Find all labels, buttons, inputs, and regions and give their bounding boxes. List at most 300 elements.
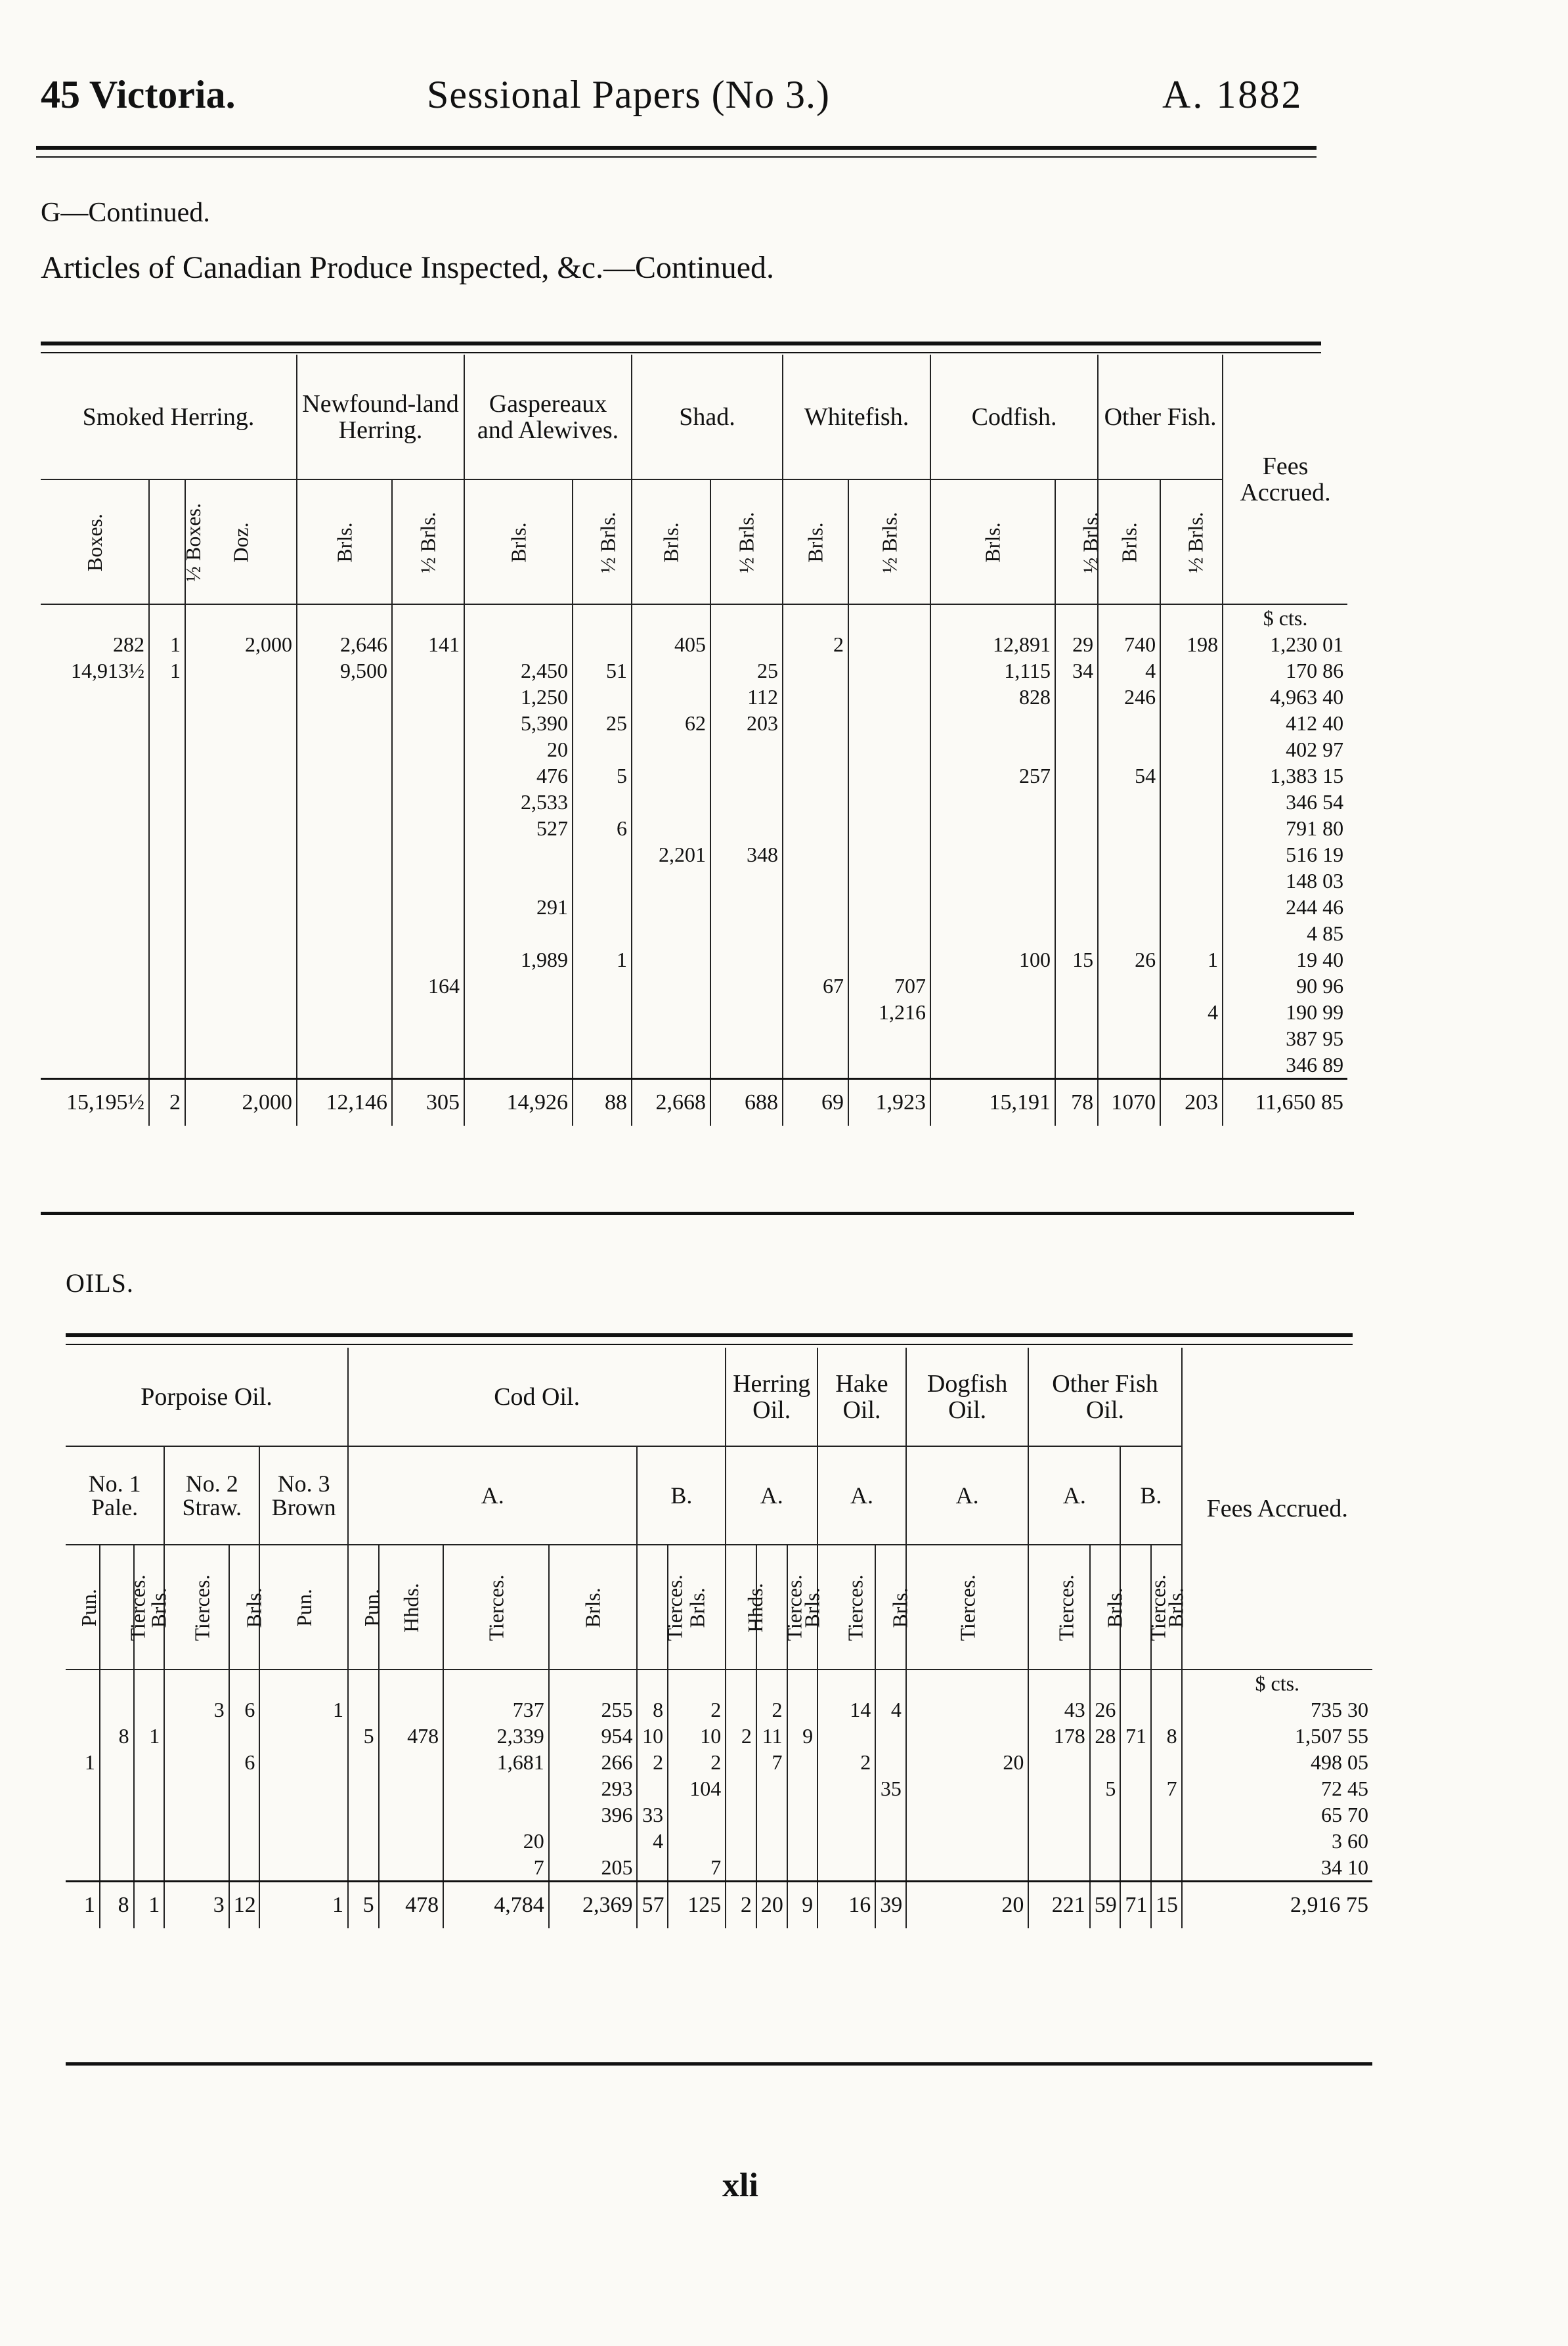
table-cell: 43 [1028, 1696, 1089, 1723]
table-cell [1098, 736, 1160, 763]
table-cell [149, 841, 185, 868]
table-cell: 51 [573, 657, 632, 684]
fish-unit-4 [392, 479, 464, 604]
table-cell: 2 [668, 1696, 726, 1723]
table-cell: 28 [1090, 1723, 1121, 1749]
table-cell [41, 736, 149, 763]
total-cell: 20 [756, 1882, 787, 1929]
totals-row [41, 1079, 1347, 1126]
table-cell [66, 1828, 100, 1854]
table-cell [1160, 657, 1223, 684]
table-cell [549, 1828, 638, 1854]
table-cell [632, 868, 710, 894]
table-cell: 71 [1120, 1723, 1151, 1749]
oils-units-row [66, 1545, 1372, 1670]
table-cell: 20 [464, 736, 573, 763]
table-cell: 12,891 [930, 631, 1055, 657]
oils-unit-label: Brls. [685, 1587, 709, 1628]
table-cell [710, 920, 783, 946]
table-cell [1151, 1749, 1182, 1775]
table-cell [668, 1828, 726, 1854]
table-cell [41, 920, 149, 946]
table-cell [632, 1051, 710, 1079]
oils-unit-7 [379, 1545, 443, 1670]
table-cell: 178 [1028, 1723, 1089, 1749]
fish-unit-3 [297, 479, 392, 604]
table-cell: 387 95 [1223, 1025, 1347, 1051]
table-cell [710, 868, 783, 894]
table-cell [185, 1051, 297, 1079]
table-cell [783, 894, 848, 920]
oils-unit-label: Pun. [359, 1588, 383, 1627]
table-cell: 72 45 [1182, 1775, 1372, 1802]
table-cell: 8 [637, 1696, 668, 1723]
table-cell [783, 763, 848, 789]
group-fees-accrued: Fees Accrued. [1223, 355, 1347, 604]
total-cell: 2,916 75 [1182, 1882, 1372, 1929]
table-cell: 282 [113, 632, 144, 656]
table-cell [1055, 920, 1098, 946]
table-cell [1055, 684, 1098, 710]
table-cell [392, 841, 464, 868]
group-cod-oil: Cod Oil. [348, 1348, 726, 1446]
table-cell: 4 [1160, 999, 1223, 1025]
table-cell [185, 868, 297, 894]
oils-unit-4 [229, 1545, 266, 1670]
table-cell [756, 1775, 787, 1802]
table-row [66, 1749, 1372, 1775]
table-cell [41, 841, 149, 868]
table-cell: 34 [1055, 657, 1098, 684]
table-cell: 735 30 [1182, 1696, 1372, 1723]
table-cell [632, 946, 710, 973]
table-row [66, 1696, 1372, 1723]
sub-hake-a: A. [817, 1446, 906, 1545]
fish-unit-10 [848, 479, 930, 604]
table-cell: 244 46 [1223, 894, 1347, 920]
total-cell: 2,369 [549, 1882, 638, 1929]
table-cell [783, 868, 848, 894]
table-cell [297, 999, 392, 1025]
table-cell: 4 [637, 1828, 668, 1854]
table-cell [297, 920, 392, 946]
table-cell [1098, 868, 1160, 894]
table-cell [185, 684, 297, 710]
oils-unit-6 [348, 1545, 383, 1670]
table-cell [149, 894, 185, 920]
table-cell [930, 710, 1055, 736]
table-cell [1160, 894, 1223, 920]
fish-body [41, 604, 1347, 1126]
header-rule-thin [36, 156, 1317, 158]
table-cell [848, 841, 930, 868]
oils-unit-label: Brls. [581, 1587, 605, 1628]
table-cell [1120, 1802, 1151, 1828]
table-cell [848, 1051, 930, 1079]
table-cell: 10 [668, 1723, 726, 1749]
table-row [41, 1051, 1347, 1079]
table-cell: 2,646 [297, 631, 392, 657]
fish-units-row [41, 479, 1347, 604]
table-cell [726, 1828, 756, 1854]
table-cell [392, 657, 464, 684]
table-cell [1028, 1854, 1089, 1882]
table-cell [848, 1025, 930, 1051]
table-row [41, 631, 1347, 657]
table-cell: 255 [549, 1696, 638, 1723]
table-cell [783, 1051, 848, 1079]
table-row [41, 946, 1347, 973]
table-cell [1098, 841, 1160, 868]
table-cell [1120, 1749, 1151, 1775]
oils-currency-label: $ cts. [1182, 1670, 1372, 1696]
table-cell [848, 894, 930, 920]
table-cell [726, 1802, 756, 1828]
table-cell [297, 710, 392, 736]
fish-unit-label: ½ Brls. [596, 511, 620, 573]
table-cell [297, 736, 392, 763]
total-cell: 16 [817, 1882, 875, 1929]
table-cell [875, 1749, 906, 1775]
total-cell: 15 [1151, 1882, 1182, 1929]
table-cell: 2,533 [464, 789, 573, 815]
fish-unit-label: ½ Brls. [877, 511, 902, 573]
sub-no1-pale: No. 1 Pale. [66, 1446, 164, 1545]
fish-unit-0 [41, 479, 149, 604]
table-cell: 6 [573, 815, 632, 841]
table-cell [632, 1025, 710, 1051]
table-cell: 8 [100, 1723, 134, 1749]
table-cell: 65 70 [1182, 1802, 1372, 1828]
table-cell: 1 [573, 946, 632, 973]
oils-unit-16 [875, 1545, 912, 1670]
table-cell [632, 684, 710, 710]
table-cell [906, 1854, 1029, 1882]
table-cell [906, 1696, 1029, 1723]
group-whitefish: Whitefish. [783, 355, 930, 479]
header-rule-thick [36, 146, 1317, 150]
table-cell [875, 1854, 906, 1882]
oils-table-bottom-rule [66, 2062, 1372, 2066]
table-cell [149, 710, 185, 736]
table-row [41, 657, 1347, 684]
total-cell: 203 [1160, 1079, 1223, 1126]
table-cell [392, 1051, 464, 1079]
table-cell [149, 999, 185, 1025]
table-cell [464, 631, 573, 657]
fish-table [41, 355, 1347, 1126]
oils-unit-10 [637, 1545, 687, 1670]
table-cell: 527 [464, 815, 573, 841]
table-cell [464, 868, 573, 894]
oils-unit-label: Tierces. [1054, 1574, 1078, 1641]
table-cell: 1,507 55 [1182, 1723, 1372, 1749]
sub-cod-b: B. [637, 1446, 726, 1545]
table-cell: 346 54 [1223, 789, 1347, 815]
table-cell [464, 920, 573, 946]
table-cell: 2,000 [185, 631, 297, 657]
sub-herring-a: A. [726, 1446, 817, 1545]
table-cell [848, 946, 930, 973]
table-cell: 7 [668, 1854, 726, 1882]
table-cell [1055, 894, 1098, 920]
table-cell [1098, 789, 1160, 815]
table-cell [573, 789, 632, 815]
fish-unit-6 [573, 479, 632, 604]
table-row [66, 1828, 1372, 1854]
table-cell: 10 [637, 1723, 668, 1749]
table-cell [392, 763, 464, 789]
header-right: A. 1882 [1162, 73, 1303, 116]
continued-label: G—Continued. [41, 198, 210, 228]
table-cell [756, 1828, 787, 1854]
oils-unit-18 [1028, 1545, 1089, 1670]
table-cell [149, 973, 185, 999]
table-cell [134, 1775, 165, 1802]
table-cell [1160, 684, 1223, 710]
group-porpoise-oil: Porpoise Oil. [66, 1348, 348, 1446]
table-cell: 1,230 01 [1223, 631, 1347, 657]
table-cell [100, 1775, 134, 1802]
table-cell: 1,681 [443, 1749, 549, 1775]
table-row [41, 789, 1347, 815]
fish-unit-label: ½ Brls. [416, 511, 440, 573]
table-row [66, 1775, 1372, 1802]
table-cell [632, 789, 710, 815]
table-cell [783, 684, 848, 710]
table-row [66, 1723, 1372, 1749]
table-cell [1098, 710, 1160, 736]
table-cell [66, 1775, 100, 1802]
fish-unit-label: Brls. [506, 521, 531, 563]
table-cell [164, 1723, 229, 1749]
table-cell [632, 657, 710, 684]
table-cell [632, 763, 710, 789]
table-cell: 1,383 15 [1223, 763, 1347, 789]
table-cell [185, 736, 297, 763]
table-cell [875, 1828, 906, 1854]
table-cell: 1,216 [848, 999, 930, 1025]
table-cell [783, 815, 848, 841]
table-cell: 170 86 [1223, 657, 1347, 684]
table-cell [783, 1025, 848, 1051]
total-cell: 69 [783, 1079, 848, 1126]
table-cell: 1 [149, 657, 185, 684]
table-cell [632, 973, 710, 999]
table-cell [787, 1802, 818, 1828]
oils-unit-1 [100, 1545, 150, 1670]
table-cell [41, 1025, 149, 1051]
total-cell: 57 [637, 1882, 668, 1929]
table-cell [392, 999, 464, 1025]
fish-unit-label: Brls. [804, 521, 828, 563]
oils-body [66, 1670, 1372, 1928]
table-cell [848, 789, 930, 815]
table-cell [149, 920, 185, 946]
table-cell: 828 [930, 684, 1055, 710]
table-cell [930, 868, 1055, 894]
table-cell [100, 1749, 134, 1775]
table-cell: 20 [443, 1828, 549, 1854]
table-cell [66, 1802, 100, 1828]
table-cell: 246 [1098, 684, 1160, 710]
table-cell [848, 920, 930, 946]
table-cell [817, 1775, 875, 1802]
table-cell: 1 [84, 1750, 95, 1774]
table-cell [149, 1025, 185, 1051]
sub-no3-brown: No. 3 Brown [259, 1446, 348, 1545]
table-cell [164, 1775, 229, 1802]
table-cell [66, 1696, 100, 1723]
fish-unit-label: Brls. [981, 521, 1005, 563]
table-cell [1090, 1854, 1121, 1882]
table-cell [930, 973, 1055, 999]
table-cell: 4 85 [1223, 920, 1347, 946]
fish-unit-label: Brls. [1117, 521, 1141, 563]
table-cell [573, 973, 632, 999]
table-cell [1098, 894, 1160, 920]
total-cell: 78 [1055, 1079, 1098, 1126]
table-cell [1090, 1828, 1121, 1854]
table-cell [710, 736, 783, 763]
table-cell [185, 815, 297, 841]
table-cell [392, 1025, 464, 1051]
table-cell: 11 [756, 1723, 787, 1749]
table-cell [817, 1828, 875, 1854]
table-cell: 14,913½ [71, 659, 144, 682]
table-cell [134, 1696, 165, 1723]
oils-unit-5 [259, 1545, 348, 1670]
table-cell [1151, 1828, 1182, 1854]
table-row [41, 736, 1347, 763]
table-cell [134, 1802, 165, 1828]
table-cell [185, 894, 297, 920]
oils-table-top-rule-thin [66, 1344, 1353, 1345]
table-cell [41, 789, 149, 815]
table-cell [100, 1696, 134, 1723]
table-cell [185, 657, 297, 684]
total-cell: 478 [379, 1882, 443, 1929]
table-cell [149, 684, 185, 710]
table-cell [906, 1775, 1029, 1802]
table-cell [848, 684, 930, 710]
table-cell [392, 894, 464, 920]
table-cell: 2,201 [632, 841, 710, 868]
fish-unit-label: ½ Brls. [735, 511, 759, 573]
table-cell: 516 19 [1223, 841, 1347, 868]
table-cell [817, 1854, 875, 1882]
table-cell [1090, 1802, 1121, 1828]
table-cell [66, 1854, 100, 1882]
table-cell [1120, 1775, 1151, 1802]
total-cell: 1 [66, 1882, 100, 1929]
table-cell [848, 631, 930, 657]
total-cell: 4,784 [443, 1882, 549, 1929]
table-cell [1090, 1749, 1121, 1775]
table-cell [164, 1854, 229, 1882]
oils-unit-label: Brls. [1102, 1587, 1127, 1628]
table-cell [229, 1828, 260, 1854]
table-cell [185, 946, 297, 973]
table-cell [259, 1775, 348, 1802]
table-cell [134, 1828, 165, 1854]
table-cell: 62 [632, 710, 710, 736]
table-cell [756, 1802, 787, 1828]
oils-table [66, 1348, 1372, 1928]
table-cell [1055, 1051, 1098, 1079]
table-cell [783, 920, 848, 946]
table-cell: 26 [1098, 946, 1160, 973]
table-caption: Articles of Canadian Produce Inspected, &c.—Continued. [41, 250, 775, 285]
header-center: Sessional Papers (No 3.) [427, 73, 830, 116]
table-cell: 2 [668, 1749, 726, 1775]
group-smoked-herring: Smoked Herring. [41, 355, 297, 479]
table-cell: 1 [134, 1723, 165, 1749]
table-cell [41, 710, 149, 736]
table-cell: 205 [549, 1854, 638, 1882]
table-cell [185, 710, 297, 736]
table-cell [392, 736, 464, 763]
table-cell [229, 1854, 260, 1882]
table-cell [930, 920, 1055, 946]
table-cell: 33 [637, 1802, 668, 1828]
table-cell: 14 [817, 1696, 875, 1723]
fish-unit-label: ½ Brls. [1183, 511, 1208, 573]
table-cell [1098, 920, 1160, 946]
table-cell [1160, 1051, 1223, 1079]
table-cell: 90 96 [1223, 973, 1347, 999]
table-cell [1055, 999, 1098, 1025]
table-cell [573, 999, 632, 1025]
group-oils-fees-accrued: Fees Accrued. [1182, 1348, 1372, 1670]
table-cell [875, 1723, 906, 1749]
table-cell: 4 [1098, 657, 1160, 684]
table-cell [787, 1775, 818, 1802]
table-cell [906, 1802, 1029, 1828]
total-cell: 2,668 [632, 1079, 710, 1126]
oils-unit-label: Brls. [888, 1587, 912, 1628]
table-cell: 29 [1055, 631, 1098, 657]
table-cell [848, 868, 930, 894]
table-cell [573, 841, 632, 868]
table-cell: 478 [379, 1723, 443, 1749]
table-cell [66, 1723, 100, 1749]
page-header [0, 59, 1568, 138]
table-cell [297, 815, 392, 841]
table-cell [41, 1051, 149, 1079]
total-cell: 125 [668, 1882, 726, 1929]
group-herring-oil: Herring Oil. [726, 1348, 817, 1446]
table-cell [1160, 920, 1223, 946]
table-cell: 190 99 [1223, 999, 1347, 1025]
table-cell: 1 [259, 1696, 348, 1723]
table-cell: 2,339 [443, 1723, 549, 1749]
table-cell: 19 40 [1223, 946, 1347, 973]
table-cell [1055, 973, 1098, 999]
total-cell: 15,195½ [41, 1079, 149, 1126]
table-row [41, 973, 1347, 999]
group-newfoundland-herring: Newfound-land Herring. [297, 355, 464, 479]
table-row [41, 868, 1347, 894]
table-cell [1055, 736, 1098, 763]
table-cell [1160, 1025, 1223, 1051]
table-cell [164, 1828, 229, 1854]
table-cell [392, 789, 464, 815]
total-cell: 2 [726, 1882, 756, 1929]
table-cell [1160, 815, 1223, 841]
table-cell [930, 1051, 1055, 1079]
fish-unit-label: ½ Boxes. [181, 502, 205, 582]
